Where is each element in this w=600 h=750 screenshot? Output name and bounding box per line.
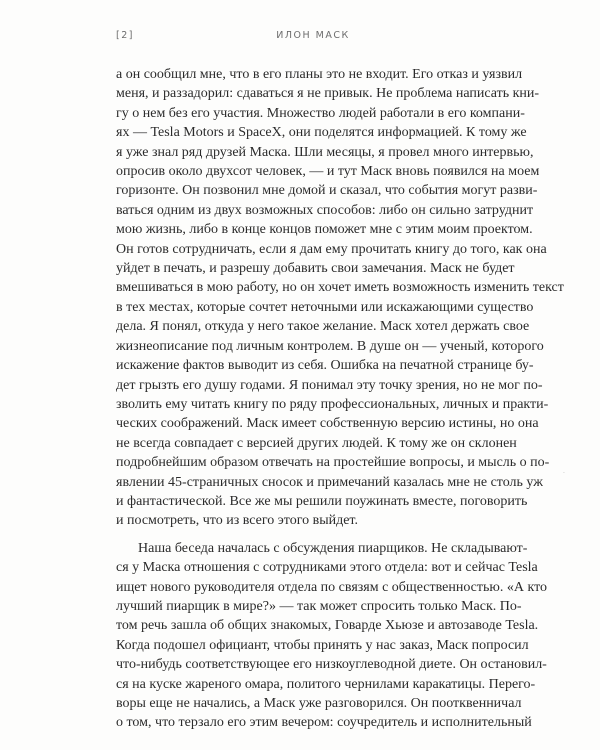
- text-line: ваться одним из двух возможных способов: либо он сильно затруднит: [116, 202, 534, 218]
- text-line: Он готов сотрудничать, если я дам ему прочитать книгу до того, как она: [116, 241, 547, 257]
- text-line: меня, и раззадорил: сдаваться я не привык. Не проблема написать кни-: [116, 86, 540, 102]
- text-line: явлении 45-страничных сносок и примечаний казалась мне не столь уж: [116, 474, 543, 490]
- text-line: и фантастической. Все же мы решили поужинать вместе, поговорить: [116, 493, 528, 509]
- text-line: подробнейшим образом отвечать на простейшие вопросы, и мысль о по-: [116, 455, 550, 471]
- text-line: уйдет в печать, и разрешу добавить свои замечания. Маск не будет: [116, 261, 515, 277]
- text-line: мою жизнь, либо в конце концов поможет мне с этим моим проектом.: [116, 222, 533, 238]
- text-line: ищет нового руководителя отдела по связям с общественностью. «А кто: [116, 579, 548, 595]
- text-line: вмешиваться в мою работу, но он хочет иметь возможность изменить текст: [116, 280, 564, 296]
- text-line: Наша беседа началась с обсуждения пиарщиков. Не складывают-: [138, 540, 528, 556]
- text-line: дела. Я понял, откуда у него такое желание. Маск хотел держать свое: [116, 319, 530, 335]
- text-line: ся на куске жареного омара, политого чернилами каракатицы. Перего-: [116, 676, 536, 692]
- text-line: воры еще не начались, а Маск уже разговорился. Он поотквенничал: [116, 696, 522, 711]
- text-line: лучший пиарщик в мире?» — так может спросить только Маск. По-: [116, 598, 522, 614]
- page-speck: ·: [563, 470, 565, 477]
- text-line: гу о нем без его участия. Множество людей работали в его компани-: [116, 105, 525, 121]
- text-line: том речь зашла об общих знакомых, Говарде Хьюзе и автозаводе Tesla.: [116, 618, 539, 634]
- body-text: [116, 65, 564, 733]
- text-line: зволить ему читать книгу по ряду профессиональных, личных и практи-: [116, 396, 549, 412]
- text-line: ческих соображений. Маск имеет собственную версию истины, но она: [116, 416, 539, 432]
- text-line: а он сообщил мне, что в его планы это не входит. Его отказ и уязвил: [116, 67, 523, 82]
- paragraph-gap: [116, 531, 510, 539]
- text-line: Когда подошел официант, чтобы принять у нас заказ, Маск попросил: [116, 637, 529, 653]
- text-line: искажение фактов выводит из себя. Ошибка на печатной странице бу-: [116, 358, 534, 374]
- text-line: в тех местах, которые сочтет неточными или искажающими существо: [116, 299, 534, 315]
- running-title: ИЛОН МАСК: [276, 30, 350, 41]
- text-line: горизонте. Он позвонил мне домой и сказал, что события могут разви-: [116, 183, 538, 199]
- text-line: опросив около двухсот человек, — и тут Маск вновь появился на моем: [116, 164, 540, 180]
- page-header: [116, 30, 510, 44]
- text-line: и посмотреть, что из всего этого выйдет.: [116, 513, 358, 529]
- page-number: [2]: [116, 30, 134, 41]
- text-line: ях — Tesla Motors и SpaceX, они поделятся информацией. К тому же: [116, 125, 527, 141]
- text-line: ся у Маска отношения с сотрудниками этого отдела: вот и сейчас Tesla: [116, 560, 538, 576]
- text-line: жизнеописание под личным контролем. В душе он — ученый, которого: [116, 338, 544, 354]
- text-line: дет грызть его душу годами. Я понимал эту точку зрения, но не мог по-: [116, 377, 543, 393]
- text-line: что-нибудь соответствующее его низкоуглеводной диете. Он остановил-: [116, 657, 547, 673]
- text-line: я уже знал ряд друзей Маска. Шли месяцы, я провел много интервью,: [116, 144, 534, 160]
- paragraph: [116, 539, 548, 733]
- paragraph: [116, 65, 564, 531]
- text-line: не всегда совпадает с версией других людей. К тому же он склонен: [116, 435, 517, 451]
- text-line: о том, что терзало его этим вечером: соучредитель и исполнительный: [116, 715, 532, 731]
